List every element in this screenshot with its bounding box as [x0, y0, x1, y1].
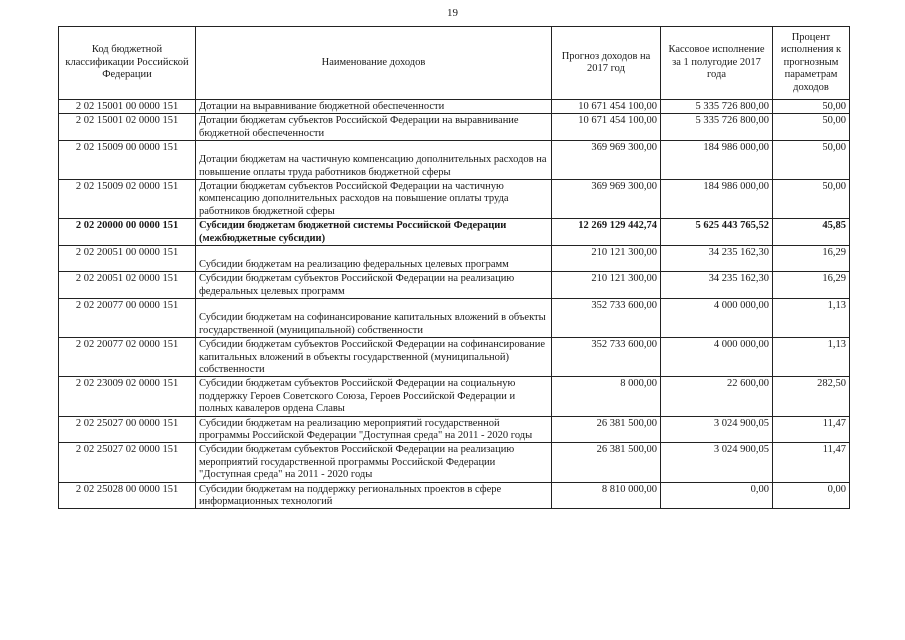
header-forecast: Прогноз доходов на 2017 год: [552, 27, 661, 100]
cell-spacer: [199, 300, 548, 312]
cell-name: [196, 246, 552, 272]
cell-percent: 11,47: [773, 443, 850, 482]
cell-code: 2 02 15009 02 0000 151: [59, 180, 196, 219]
cell-code: 2 02 15009 00 0000 151: [59, 141, 196, 180]
cell-name-text: Субсидии бюджетам на софинансирование капитальных вложений в объекты государственной (муниципальной) собственности: [199, 312, 546, 336]
cell-cash: 184 986 000,00: [661, 180, 773, 219]
table-row: [59, 114, 850, 141]
table-row: [59, 141, 850, 180]
cell-spacer: [199, 142, 548, 154]
cell-cash: 5 335 726 800,00: [661, 100, 773, 114]
cell-forecast: 12 269 129 442,74: [552, 219, 661, 246]
cell-name: Дотации бюджетам субъектов Российской Федерации на частичную компенсацию дополнительных расходов на повышение оплаты труда работников бюджетной сферы: [196, 180, 552, 219]
table-row: [59, 482, 850, 509]
cell-percent: 50,00: [773, 141, 850, 180]
table-row: [59, 272, 850, 299]
table-row: [59, 219, 850, 246]
cell-name-text: Дотации бюджетам на частичную компенсацию дополнительных расходов на повышение оплаты труда работников бюджетной сферы: [199, 154, 547, 178]
cell-code: 2 02 25028 00 0000 151: [59, 482, 196, 509]
cell-cash: 34 235 162,30: [661, 272, 773, 299]
cell-cash: 22 600,00: [661, 377, 773, 416]
cell-forecast: 210 121 300,00: [552, 246, 661, 272]
revenue-table: [58, 26, 850, 509]
cell-code: 2 02 15001 00 0000 151: [59, 100, 196, 114]
cell-percent: 0,00: [773, 482, 850, 509]
table-row: [59, 100, 850, 114]
cell-forecast: 352 733 600,00: [552, 338, 661, 377]
cell-percent: 1,13: [773, 338, 850, 377]
cell-cash: 3 024 900,05: [661, 443, 773, 482]
table-row: [59, 246, 850, 272]
table-row: [59, 416, 850, 443]
table-row: [59, 180, 850, 219]
cell-code: 2 02 25027 00 0000 151: [59, 416, 196, 443]
cell-name: Субсидии бюджетам субъектов Российской Федерации на софинансирование капитальных вложений в объекты государственной (муниципальной) собственности: [196, 338, 552, 377]
cell-percent: 45,85: [773, 219, 850, 246]
cell-percent: 16,29: [773, 272, 850, 299]
table-body: [59, 100, 850, 509]
cell-code: 2 02 23009 02 0000 151: [59, 377, 196, 416]
cell-percent: 282,50: [773, 377, 850, 416]
cell-forecast: 210 121 300,00: [552, 272, 661, 299]
cell-code: 2 02 20051 00 0000 151: [59, 246, 196, 272]
cell-cash: 5 625 443 765,52: [661, 219, 773, 246]
cell-cash: 4 000 000,00: [661, 338, 773, 377]
cell-cash: 34 235 162,30: [661, 246, 773, 272]
cell-name: [196, 141, 552, 180]
cell-forecast: 369 969 300,00: [552, 180, 661, 219]
cell-cash: 184 986 000,00: [661, 141, 773, 180]
header-cash: Кассовое исполнение за 1 полугодие 2017 года: [661, 27, 773, 100]
header-code: Код бюджетной классификации Российской Федерации: [59, 27, 196, 100]
cell-forecast: 369 969 300,00: [552, 141, 661, 180]
cell-code: 2 02 25027 02 0000 151: [59, 443, 196, 482]
table-header: [59, 27, 850, 100]
cell-percent: 11,47: [773, 416, 850, 443]
cell-name: Субсидии бюджетам на реализацию мероприятий государственной программы Российской Федерации "Доступная среда" на 2011 - 2020 годы: [196, 416, 552, 443]
cell-forecast: 352 733 600,00: [552, 299, 661, 338]
page-number: 19: [447, 7, 458, 19]
cell-code: 2 02 20077 02 0000 151: [59, 338, 196, 377]
cell-code: 2 02 20051 02 0000 151: [59, 272, 196, 299]
cell-name: Субсидии бюджетам субъектов Российской Федерации на реализацию федеральных целевых программ: [196, 272, 552, 299]
cell-cash: 0,00: [661, 482, 773, 509]
cell-code: 2 02 15001 02 0000 151: [59, 114, 196, 141]
cell-name: Дотации бюджетам субъектов Российской Федерации на выравнивание бюджетной обеспеченности: [196, 114, 552, 141]
cell-forecast: 8 810 000,00: [552, 482, 661, 509]
cell-name: [196, 299, 552, 338]
cell-percent: 50,00: [773, 100, 850, 114]
cell-name: Субсидии бюджетам субъектов Российской Федерации на социальную поддержку Героев Советского Союза, Героев Российской Федерации и полных кавалеров ордена Славы: [196, 377, 552, 416]
cell-forecast: 26 381 500,00: [552, 416, 661, 443]
cell-code: 2 02 20000 00 0000 151: [59, 219, 196, 246]
cell-percent: 50,00: [773, 114, 850, 141]
table-row: [59, 299, 850, 338]
cell-name: Субсидии бюджетам на поддержку региональных проектов в сфере информационных технологий: [196, 482, 552, 509]
cell-name: Субсидии бюджетам бюджетной системы Российской Федерации (межбюджетные субсидии): [196, 219, 552, 246]
cell-percent: 1,13: [773, 299, 850, 338]
cell-code: 2 02 20077 00 0000 151: [59, 299, 196, 338]
cell-forecast: 10 671 454 100,00: [552, 100, 661, 114]
cell-percent: 16,29: [773, 246, 850, 272]
table-row: [59, 377, 850, 416]
cell-forecast: 8 000,00: [552, 377, 661, 416]
cell-cash: 3 024 900,05: [661, 416, 773, 443]
cell-name: Дотации на выравнивание бюджетной обеспеченности: [196, 100, 552, 114]
table-row: [59, 443, 850, 482]
cell-spacer: [199, 247, 548, 259]
cell-name: Субсидии бюджетам субъектов Российской Федерации на реализацию мероприятий государственной программы Российской Федерации "Доступная среда" на 2011 - 2020 годы: [196, 443, 552, 482]
cell-forecast: 26 381 500,00: [552, 443, 661, 482]
cell-percent: 50,00: [773, 180, 850, 219]
table-row: [59, 338, 850, 377]
cell-cash: 5 335 726 800,00: [661, 114, 773, 141]
header-name: Наименование доходов: [196, 27, 552, 100]
cell-cash: 4 000 000,00: [661, 299, 773, 338]
header-percent: Процент исполнения к прогнозным параметрам доходов: [773, 27, 850, 100]
cell-forecast: 10 671 454 100,00: [552, 114, 661, 141]
cell-name-text: Субсидии бюджетам на реализацию федеральных целевых программ: [199, 259, 509, 271]
